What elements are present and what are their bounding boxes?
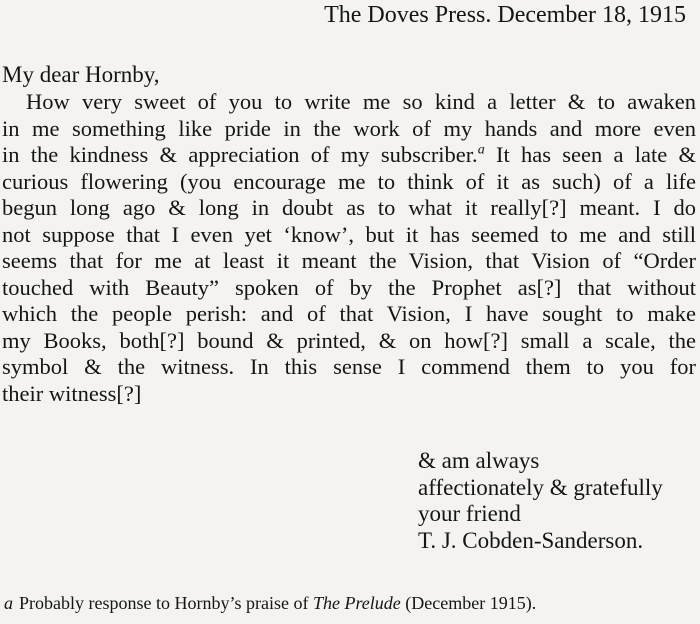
- body-line: [2, 142, 696, 169]
- salutation: My dear Hornby,: [2, 62, 160, 87]
- body-line: which the people perish: and of that Vision, I have sought to make: [2, 301, 696, 326]
- footnote-text: Probably response to Hornby’s praise of: [19, 593, 309, 613]
- body-line: symbol & the witness. In this sense I commend them to you for: [2, 354, 696, 379]
- footnote-date: (December 1915).: [405, 593, 537, 613]
- body-line: seems that for me at least it meant the Vision, that Vision of “Order: [2, 248, 696, 273]
- body-line: curious flowering (you encourage me to think of it as such) of a life: [2, 168, 696, 194]
- body-line: my Books, both[?] bound & printed, & on how[?] small a scale, the: [2, 327, 696, 353]
- signature: T. J. Cobden-Sanderson.: [418, 527, 644, 553]
- body-line: touched with Beauty” spoken of by the Prophet as[?] that without: [2, 274, 696, 300]
- closing-line: your friend: [418, 501, 521, 526]
- footnote-marker: a: [477, 142, 485, 158]
- closing-line: & am always: [418, 448, 540, 473]
- body-line: in me something like pride in the work of my hands and more even: [2, 115, 696, 141]
- footnote-title: The Prelude: [312, 593, 401, 613]
- footnote: [4, 593, 536, 614]
- letter-header: The Doves Press. December 18, 1915: [324, 2, 686, 28]
- letter-body: [2, 89, 696, 407]
- body-line-text: in the kindness & appreciation of my subscriber.: [2, 142, 478, 167]
- letter-closing: [418, 448, 663, 554]
- closing-line: affectionately & gratefully: [418, 474, 663, 500]
- body-line: not suppose that I even yet ‘know’, but it has seemed to me and still: [2, 221, 696, 247]
- body-line-text: It has seen a late &: [484, 142, 696, 167]
- body-line: their witness[?]: [2, 380, 142, 406]
- footnote-label: a: [4, 593, 13, 613]
- body-line: How very sweet of you to write me so kind a letter & to awaken: [26, 89, 696, 114]
- body-line: begun long ago & long in doubt as to what it really[?] meant. I do: [2, 195, 696, 220]
